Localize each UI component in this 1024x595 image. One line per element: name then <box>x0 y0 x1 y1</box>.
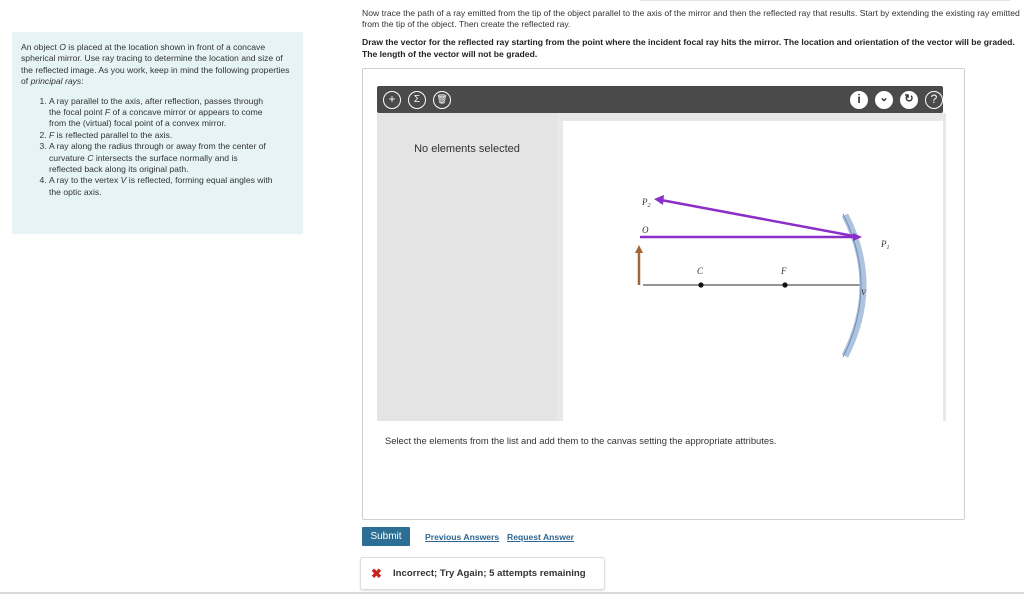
reflected-ray-vector[interactable] <box>661 200 859 237</box>
sigma-icon: Σ <box>413 94 421 105</box>
add-element-button[interactable] <box>383 91 401 109</box>
instructions <box>362 8 1022 67</box>
intro-text: An object O is placed at the location shown in front of a concave spherical mirror. Use ray tracing to determine the location and size of the reflected image. As you work, keep in mind the following properties of principal rays: <box>21 42 290 87</box>
toolbar <box>377 86 943 113</box>
principal-rays-info-panel <box>12 32 303 234</box>
feedback-box <box>360 557 605 590</box>
trash-icon: 🗑 <box>436 94 448 104</box>
canvas-hint: Select the elements from the list and add them to the canvas setting the appropriate attributes. <box>385 435 777 446</box>
list-item: 3. A ray along the radius through or away from the center of curvature C intersects the surface normally and is reflected back along its original path. <box>49 141 295 175</box>
canvas-area <box>557 113 946 421</box>
vector-drawing-widget <box>362 68 965 520</box>
grading-instruction: Draw the vector for the reflected ray starting from the point where the incident focal ray hits the mirror. The location and orientation of the vector will be graded. The length of the vector will not be graded. <box>362 37 1015 59</box>
list-item: 4. A ray to the vertex V is reflected, forming equal angles with the optic axis. <box>49 175 295 198</box>
submit-button[interactable]: Submit <box>362 527 410 546</box>
label-object: O <box>642 225 649 235</box>
label-p2: $P_2$ <box>642 197 651 209</box>
object-arrow-tip <box>635 245 643 253</box>
label-focal: F <box>781 266 787 276</box>
focal-point <box>782 282 787 287</box>
principal-rays-list <box>21 96 295 199</box>
reset-button[interactable] <box>900 91 918 109</box>
center-of-curvature-point <box>698 282 703 287</box>
help-icon: ? <box>930 92 938 106</box>
sigma-button[interactable] <box>408 91 426 109</box>
ray-diagram <box>563 121 943 421</box>
label-p1: $P_1$ <box>881 239 890 251</box>
incorrect-icon: ✖ <box>371 566 382 581</box>
reflected-ray-arrowhead <box>654 195 664 205</box>
plus-icon: + <box>388 92 396 106</box>
list-item: 2. F is reflected parallel to the axis. <box>49 130 295 141</box>
drawing-canvas[interactable] <box>563 121 943 421</box>
info-icon: i <box>857 92 861 106</box>
label-vertex: V <box>861 288 866 297</box>
properties-sidebar <box>377 113 557 421</box>
list-item: 1. A ray parallel to the axis, after reflection, passes through the focal point F of a concave mirror or appears to come from the (virtual) focal point of a convex mirror. <box>49 96 295 130</box>
request-answer-link[interactable]: Request Answer <box>507 532 575 542</box>
instruction-text: Now trace the path of a ray emitted from the tip of the object parallel to the axis of the mirror and then the reflected ray that results. Start by extending the existing ray emitted from the tip of the object. Then create the reflected ray. <box>362 8 1020 30</box>
help-button[interactable] <box>925 91 943 109</box>
bottom-divider <box>0 592 1024 594</box>
reset-icon: ↻ <box>904 93 914 105</box>
chevron-down-icon: ⌄ <box>879 92 889 104</box>
info-button[interactable] <box>850 91 868 109</box>
feedback-text: Incorrect; Try Again; 5 attempts remaining <box>393 568 586 579</box>
label-center: C <box>697 266 704 276</box>
previous-answers-link[interactable]: Previous Answers <box>425 532 500 542</box>
top-divider <box>640 0 1010 1</box>
no-selection-message: No elements selected <box>414 143 520 155</box>
dropdown-button[interactable] <box>875 91 893 109</box>
delete-button[interactable] <box>433 91 451 109</box>
